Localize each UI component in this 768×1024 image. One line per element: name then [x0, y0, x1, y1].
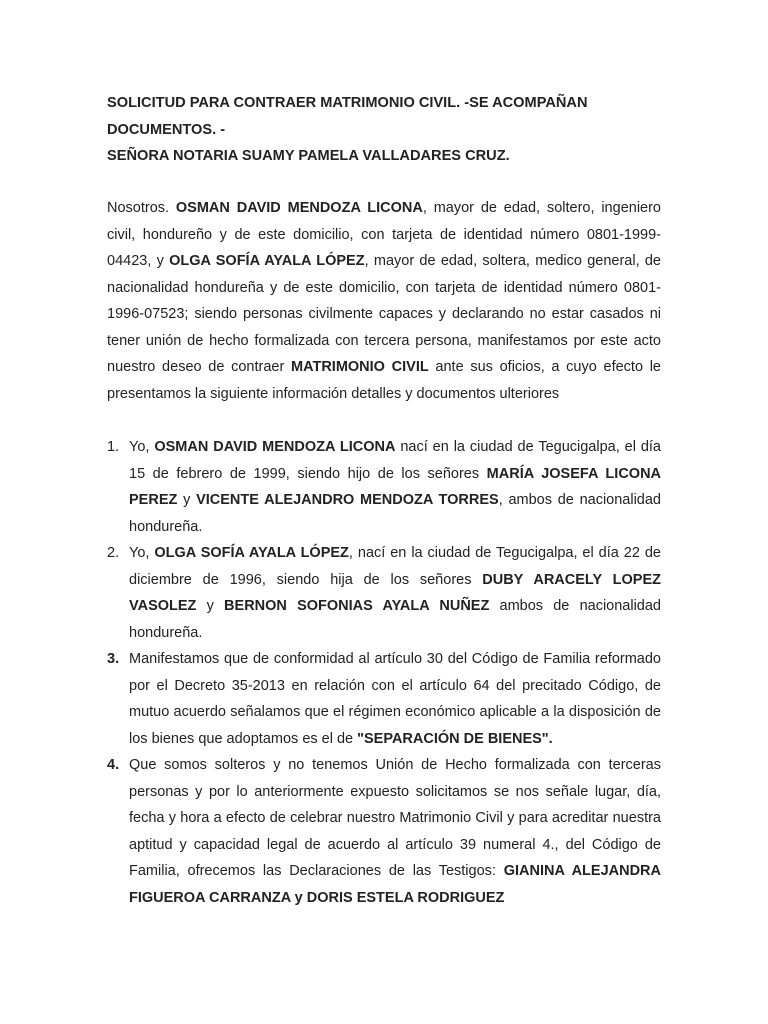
parent-name: MARÍA JOSEFA LICONA PEREZ — [129, 465, 662, 508]
marriage-term: MATRIMONIO CIVIL — [290, 359, 429, 375]
addressee-line: SEÑORA NOTARIA SUAMY PAMELA VALLADARES CRUZ. — [107, 148, 510, 164]
intro-text: , mayor de edad, soltera, medico general, de nacionalidad hondureña y de este domicilio, con tarjeta de identidad número 0801-1996-07523; siendo personas civilmente capaces y declarando no estar casados ni tener unión de hecho formalizada con tercera persona, manifestamos por este acto nuestro deseo de contraer — [107, 253, 661, 375]
list-number: 4. — [107, 757, 120, 773]
list-number: 3. — [107, 651, 120, 667]
list-number: 2. — [107, 545, 120, 561]
intro-text: Nosotros. — [107, 200, 176, 216]
list-item — [107, 434, 661, 540]
parent-name: BERNON SOFONIAS AYALA NUÑEZ — [224, 598, 490, 614]
statement-list — [107, 434, 661, 911]
item-text: , nací en la ciudad de Tegucigalpa, el día 22 de diciembre de 1996, siendo hija de los señores — [129, 545, 661, 588]
item-text: nací en la ciudad de Tegucigalpa, el día 15 de febrero de 1999, siendo hijo de los señores — [129, 439, 661, 482]
person-name: OSMAN DAVID MENDOZA LICONA — [154, 439, 396, 455]
title-line-1: SOLICITUD PARA CONTRAER MATRIMONIO CIVIL. -SE ACOMPAÑAN — [107, 95, 588, 111]
list-item — [107, 646, 661, 752]
list-item — [107, 540, 661, 646]
item-text: Que somos solteros y no tenemos Unión de Hecho formalizada con terceras personas y por lo anteriormente expuesto solicitamos se nos señale lugar, día, fecha y hora a efecto de celebrar nuestro Matrimonio Civil y para acreditar nuestra aptitud y capacidad legal de acuerdo al artículo 39 numeral 4., del Código de Familia, ofrecemos las Declaraciones de las Testigos: — [129, 757, 661, 879]
item-text: Yo, — [129, 545, 155, 561]
item-text: Manifestamos que de conformidad al artículo 30 del Código de Familia reformado por el Decreto 35-2013 en relación con el artículo 64 del precitado Código, de mutuo acuerdo señalamos que el régimen económico aplicable a la disposición de los bienes que adoptamos es el de — [129, 651, 661, 747]
item-text: y — [196, 598, 225, 614]
person-name: OLGA SOFÍA AYALA LÓPEZ — [154, 545, 349, 561]
document-title — [107, 90, 667, 170]
witness-names: GIANINA ALEJANDRA FIGUEROA CARRANZA y DORIS ESTELA RODRIGUEZ — [129, 863, 661, 906]
parent-name: VICENTE ALEJANDRO MENDOZA TORRES — [196, 492, 499, 508]
title-line-2: DOCUMENTOS. - — [107, 121, 226, 138]
intro-paragraph — [107, 195, 661, 407]
list-number: 1. — [107, 439, 120, 455]
intro-text: , mayor de edad, soltero, ingeniero civil, hondureño y de este domicilio, con tarjeta de identidad número 0801-1999-04423, y — [107, 200, 661, 269]
list-item — [107, 752, 661, 911]
item-text: ambos de nacionalidad hondureña. — [129, 598, 661, 641]
parent-name: DUBY ARACELY LOPEZ VASOLEZ — [129, 571, 661, 614]
property-regime: "SEPARACIÓN DE BIENES". — [357, 730, 553, 747]
applicant-name-1: OSMAN DAVID MENDOZA LICONA — [175, 200, 423, 216]
intro-text: ante sus oficios, a cuyo efecto le presentamos la siguiente información detalles y documentos ulteriores — [107, 359, 661, 402]
applicant-name-2: OLGA SOFÍA AYALA LÓPEZ — [169, 253, 365, 269]
item-text: Yo, — [129, 439, 155, 455]
item-text: y — [177, 492, 197, 508]
item-text: , ambos de nacionalidad hondureña. — [129, 492, 661, 535]
